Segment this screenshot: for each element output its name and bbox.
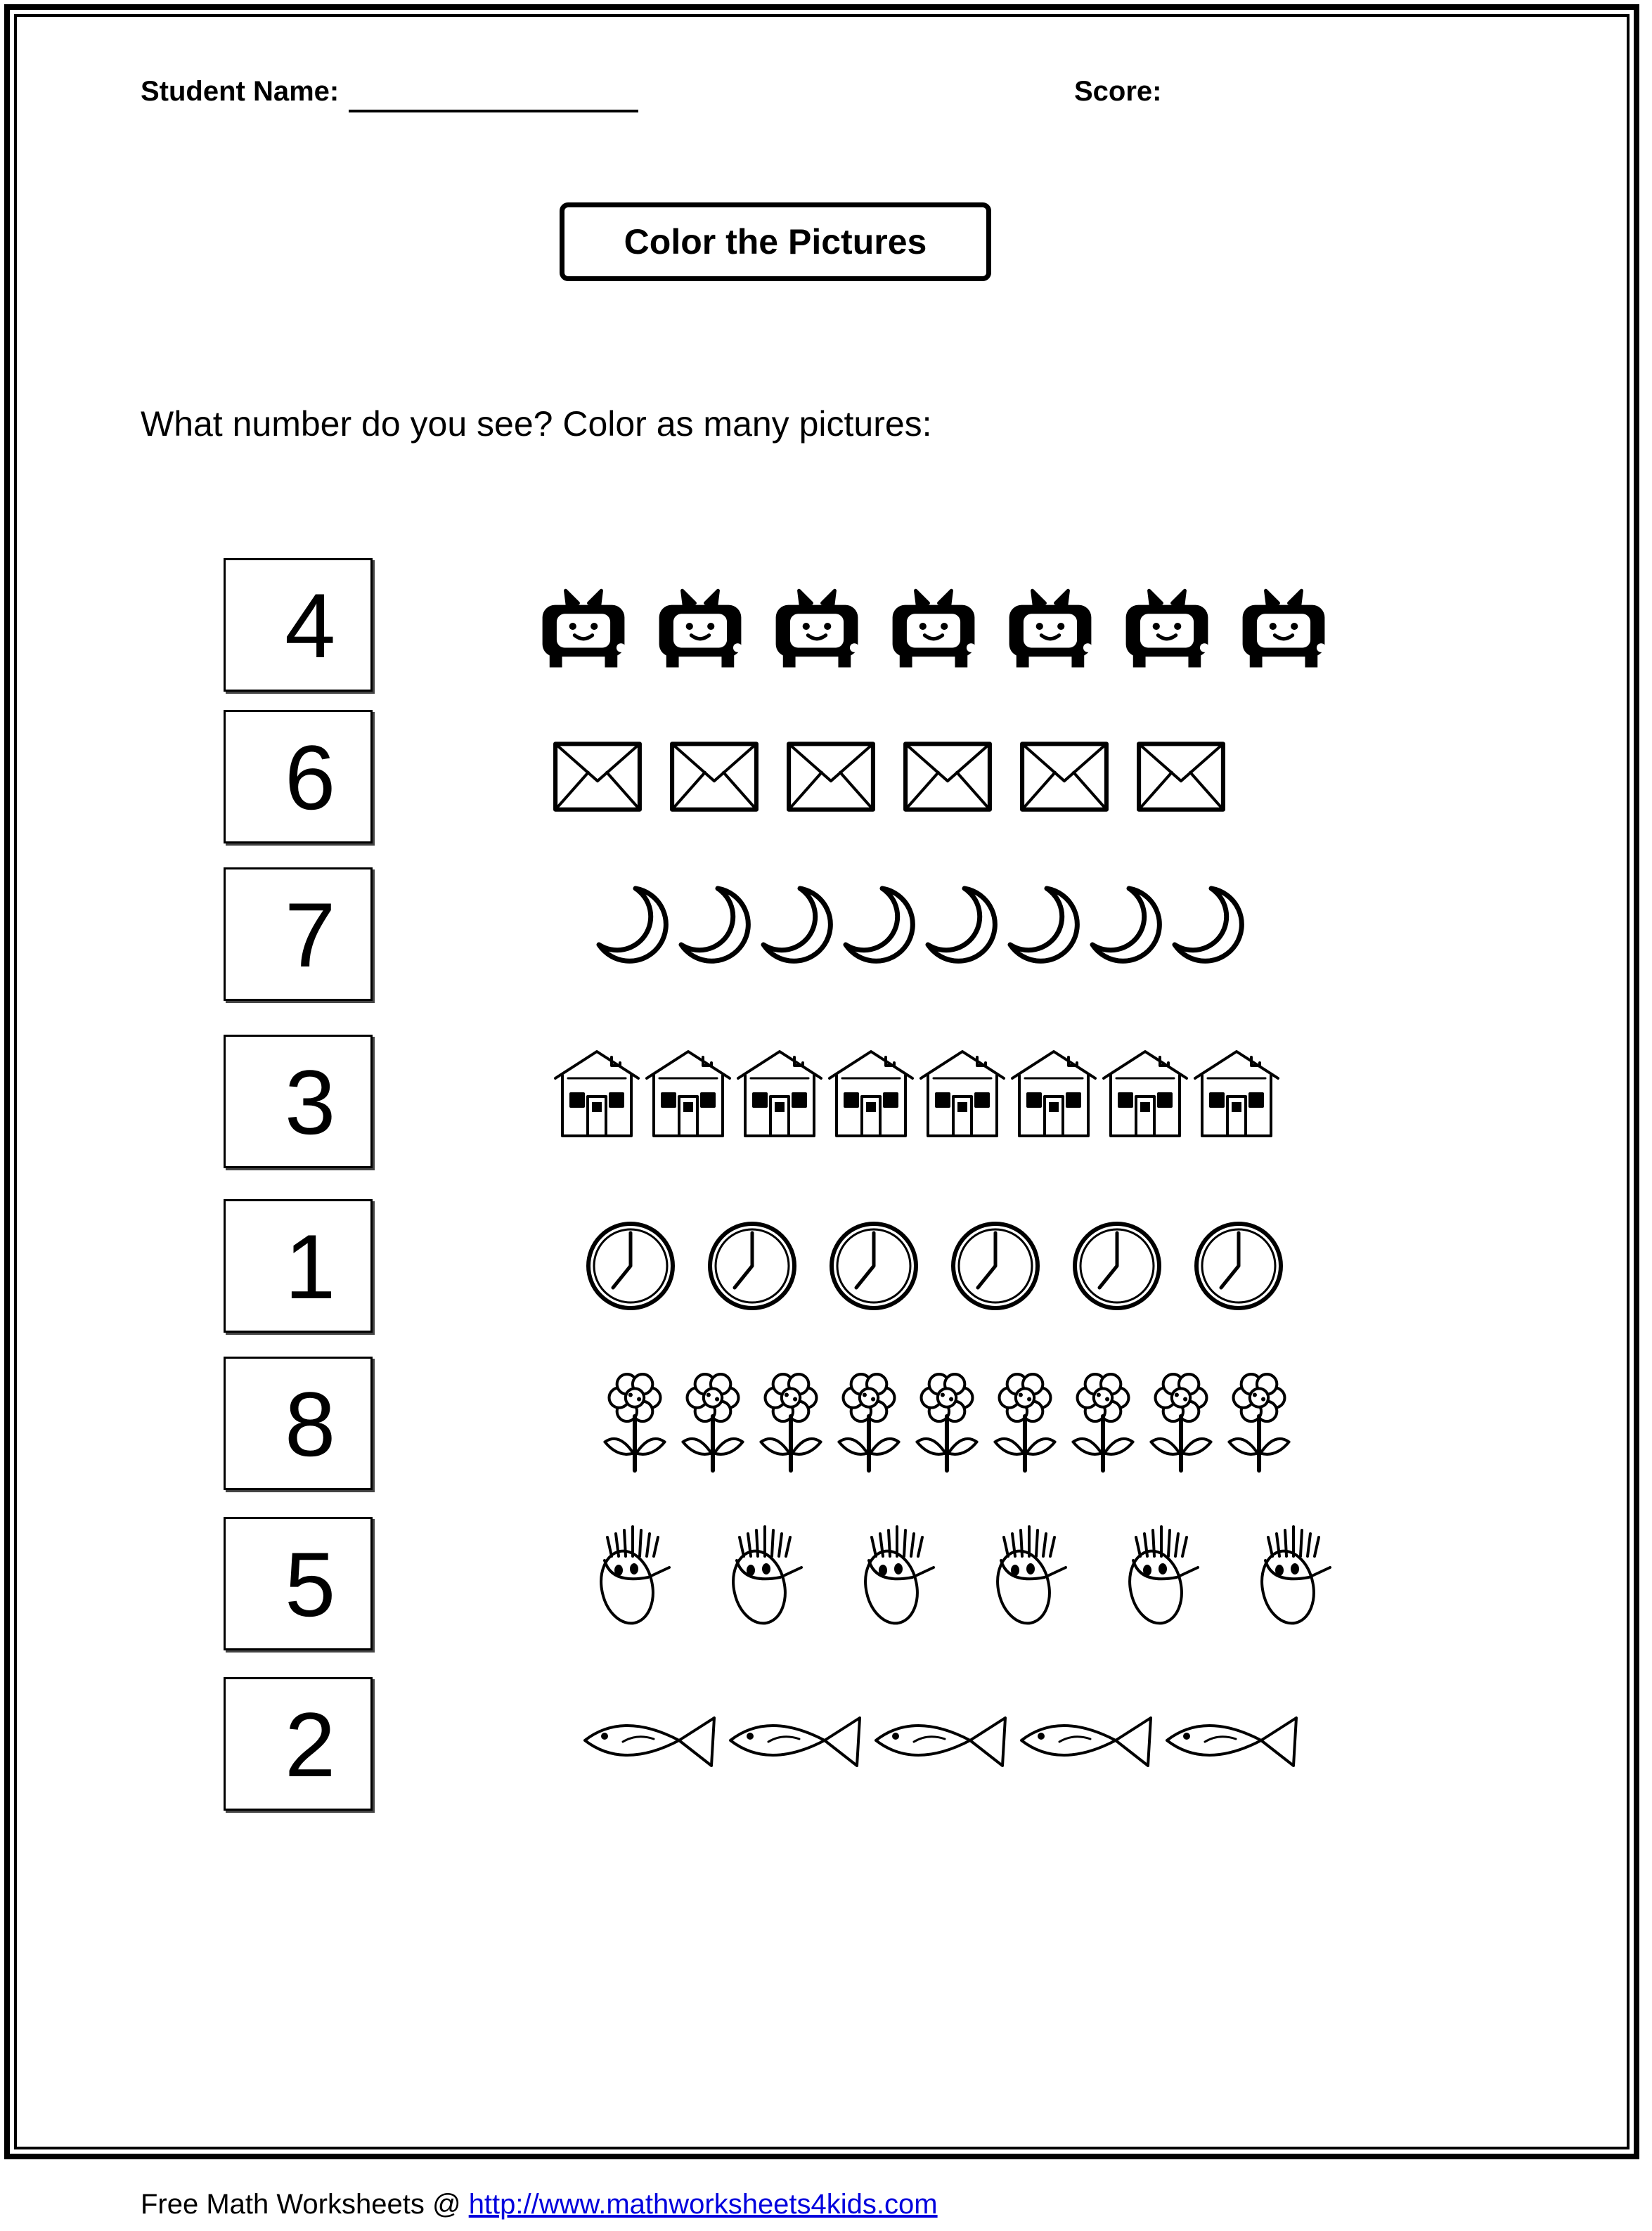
flower-icon[interactable] [833,1368,905,1475]
instruction-text: What number do you see? Color as many pictures: [141,404,932,444]
flower-icon[interactable] [989,1368,1061,1475]
student-name-label: Student Name: [141,76,340,107]
footer-link[interactable]: http://www.mathworksheets4kids.com [468,2189,938,2220]
house-icon[interactable] [734,1045,825,1143]
face-icon[interactable] [591,1520,675,1632]
number-box [224,1517,373,1650]
envelope-icon[interactable] [901,731,994,824]
picture-row [534,558,1448,699]
picture-row [534,1357,1448,1497]
student-name-line [349,110,638,112]
fish-icon[interactable] [581,1705,721,1783]
picture-row [534,867,1448,1008]
score-label: Score: [1074,76,1162,107]
envelope-icon[interactable] [668,731,761,824]
clock-icon[interactable] [950,1220,1041,1312]
number-value: 3 [285,1051,336,1153]
moon-icon[interactable] [1169,884,1260,990]
moon-icon[interactable] [1087,884,1178,990]
face-icon[interactable] [1119,1520,1203,1632]
worksheet-title-text: Color the Pictures [624,222,927,261]
house-icon[interactable] [643,1045,734,1143]
number-box [224,710,373,843]
picture-row [534,1035,1448,1175]
face-icon[interactable] [1251,1520,1336,1632]
worksheet-title [560,202,991,281]
house-icon[interactable] [1008,1045,1099,1143]
envelope-icon[interactable] [785,731,877,824]
number-box [224,1677,373,1811]
clock-icon[interactable] [828,1220,919,1312]
number-value: 8 [285,1373,336,1475]
moon-icon[interactable] [1005,884,1096,990]
face-icon[interactable] [723,1520,807,1632]
house-icon[interactable] [825,1045,917,1143]
moon-icon[interactable] [922,884,1014,990]
flower-icon[interactable] [677,1368,749,1475]
picture-row [534,1199,1448,1340]
footer-text: Free Math Worksheets @ [141,2189,469,2220]
envelope-icon[interactable] [1018,731,1111,824]
fish-icon[interactable] [872,1705,1012,1783]
fish-icon[interactable] [1163,1705,1303,1783]
flower-icon[interactable] [1223,1368,1295,1475]
tv-robot-icon[interactable] [1004,576,1097,669]
number-value: 7 [285,884,336,986]
fish-icon[interactable] [726,1705,867,1783]
clock-icon[interactable] [1193,1220,1284,1312]
flower-icon[interactable] [1067,1368,1139,1475]
tv-robot-icon[interactable] [770,576,863,669]
house-icon[interactable] [1099,1045,1191,1143]
tv-robot-icon[interactable] [654,576,747,669]
number-box [224,1357,373,1490]
flower-icon[interactable] [755,1368,827,1475]
number-value: 6 [285,726,336,829]
picture-row [534,1677,1448,1818]
flower-icon[interactable] [599,1368,671,1475]
footer [141,2189,938,2220]
face-icon[interactable] [855,1520,939,1632]
tv-robot-icon[interactable] [887,576,980,669]
flower-icon[interactable] [1145,1368,1217,1475]
flower-icon[interactable] [911,1368,983,1475]
picture-row [534,1517,1448,1657]
envelope-icon[interactable] [551,731,644,824]
tv-robot-icon[interactable] [537,576,630,669]
house-icon[interactable] [1191,1045,1282,1143]
tv-robot-icon[interactable] [1237,576,1330,669]
moon-icon[interactable] [593,884,685,990]
number-box [224,558,373,692]
number-box [224,1035,373,1168]
house-icon[interactable] [917,1045,1008,1143]
face-icon[interactable] [987,1520,1071,1632]
tv-robot-icon[interactable] [1121,576,1213,669]
moon-icon[interactable] [676,884,767,990]
clock-icon[interactable] [1071,1220,1163,1312]
clock-icon[interactable] [585,1220,676,1312]
clock-icon[interactable] [706,1220,798,1312]
number-value: 2 [285,1693,336,1796]
number-value: 5 [285,1533,336,1636]
number-value: 4 [285,574,336,677]
number-box [224,867,373,1001]
number-value: 1 [285,1215,336,1318]
number-box [224,1199,373,1333]
moon-icon[interactable] [840,884,931,990]
fish-icon[interactable] [1017,1705,1158,1783]
moon-icon[interactable] [758,884,849,990]
picture-row [534,710,1448,851]
house-icon[interactable] [551,1045,643,1143]
envelope-icon[interactable] [1135,731,1227,824]
